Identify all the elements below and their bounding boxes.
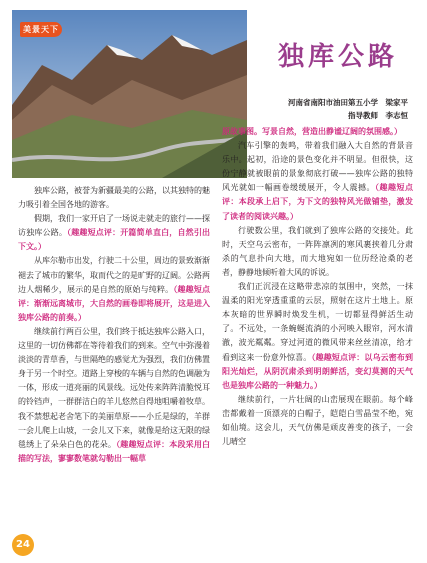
paragraph: 继续前行两百公里，我们终于抵达独库公路入口，这里的一切仿佛都在等待着我们的到来。空气中弥漫着淡淡的青草香，与世隔绝的感觉尤为强烈，我们仿佛置身于另一个时空。道路上穿梭的车辆与自然的色调融为一体，形成一道亮丽的风景线。远处传来阵阵清脆悦耳的铃铛声，一群群洁白的羊儿悠然自得地咀嚼着牧草。我不禁想起老舍笔下的美丽草原——小丘是绿的，羊群一会儿爬上山坡，一会儿又下来，就像是给这无限的绿毯绣上了朵朵白色的花朵。（趣趣短点评：本段采用白描的写法，寥寥数笔就勾勒出一幅草 (18, 326, 211, 463)
paragraph: 继续前行，一片壮阔的山峦展现在眼前。每个峰峦都戴着一顶漂亮的白帽子，皑皑白雪晶莹不绝，宛如仙境。这会儿，天气仿佛是顽皮善变的孩子，一会儿晴空 (222, 394, 413, 447)
teacher-line: 指导教师 李志恒 (348, 111, 408, 120)
page-number: 24 (12, 534, 34, 556)
paragraph: 我们正沉浸在这略带悲凉的氛围中，突然，一抹温柔的阳光穿透重重的云层，照射在这片土地上。原本灰暗的世界瞬时焕发生机，一切都显得鲜活生动了。不远处，一条蜿蜒流淌的小河映入眼帘，河水清澈，波光粼粼。穿过河道的微风带来丝丝清凉，给才看到这来一份意外惊喜。（趣趣短点评：以乌云密布到阳光灿烂，从阴沉肃杀到明朗鲜活，变幻莫测的天气也是独库公路的一种魅力。） (222, 282, 414, 390)
author-line: 河南省南阳市油田第五小学 梁家平 (288, 98, 408, 107)
right-column (222, 125, 413, 449)
paragraph: 行驶数公里，我们就到了独库公路的交接处。此时，天空乌云密布，一阵阵凛冽的寒风裹挟着几分肃杀的气息扑向大地，而大地宛如一位历经沧桑的老者，静静地倾听着大风的诉说。 (222, 225, 413, 277)
page-title: 独库公路 (277, 42, 398, 72)
author-info (288, 96, 408, 122)
section-tag: 美景天下 (20, 22, 62, 37)
paragraph: 独库公路，被誉为新疆最美的公路，以其独特的魅力吸引着全国各地的游客。 (18, 186, 210, 210)
left-column (18, 184, 210, 466)
paragraph: 假期，我们一家开启了一场说走就走的旅行——探访独库公路。（趣趣短点评：开篇简单直白，自然引出下文。） (18, 214, 211, 252)
comment-text: 原故事图。写景自然，营造出静谧辽阔的氛围感。） (222, 127, 402, 136)
paragraph: 从库尔勒市出发，行驶二十公里，周边的景致渐渐褪去了城市的繁华，取而代之的是旷野的辽阔。公路两边人烟稀少，展示的是自然的原始与纯粹。（趣趣短点评：渐渐远离城市，大自然的画卷即将展开，这是进入独库公路的前奏。） (18, 256, 211, 322)
paragraph: 汽车引擎的轰鸣，带着我们融入大自然的背景音乐中。起初，沿途的景色变化并不明显。但很快，这份宁静就被眼前的景象彻底打破——独库公路的独特风光就如一幅画卷缓缓展开，令人震撼。（趣趣短点评：本段承上启下，为下文的独特风光做铺垫，激发了读者的阅读兴趣。） (222, 141, 413, 221)
